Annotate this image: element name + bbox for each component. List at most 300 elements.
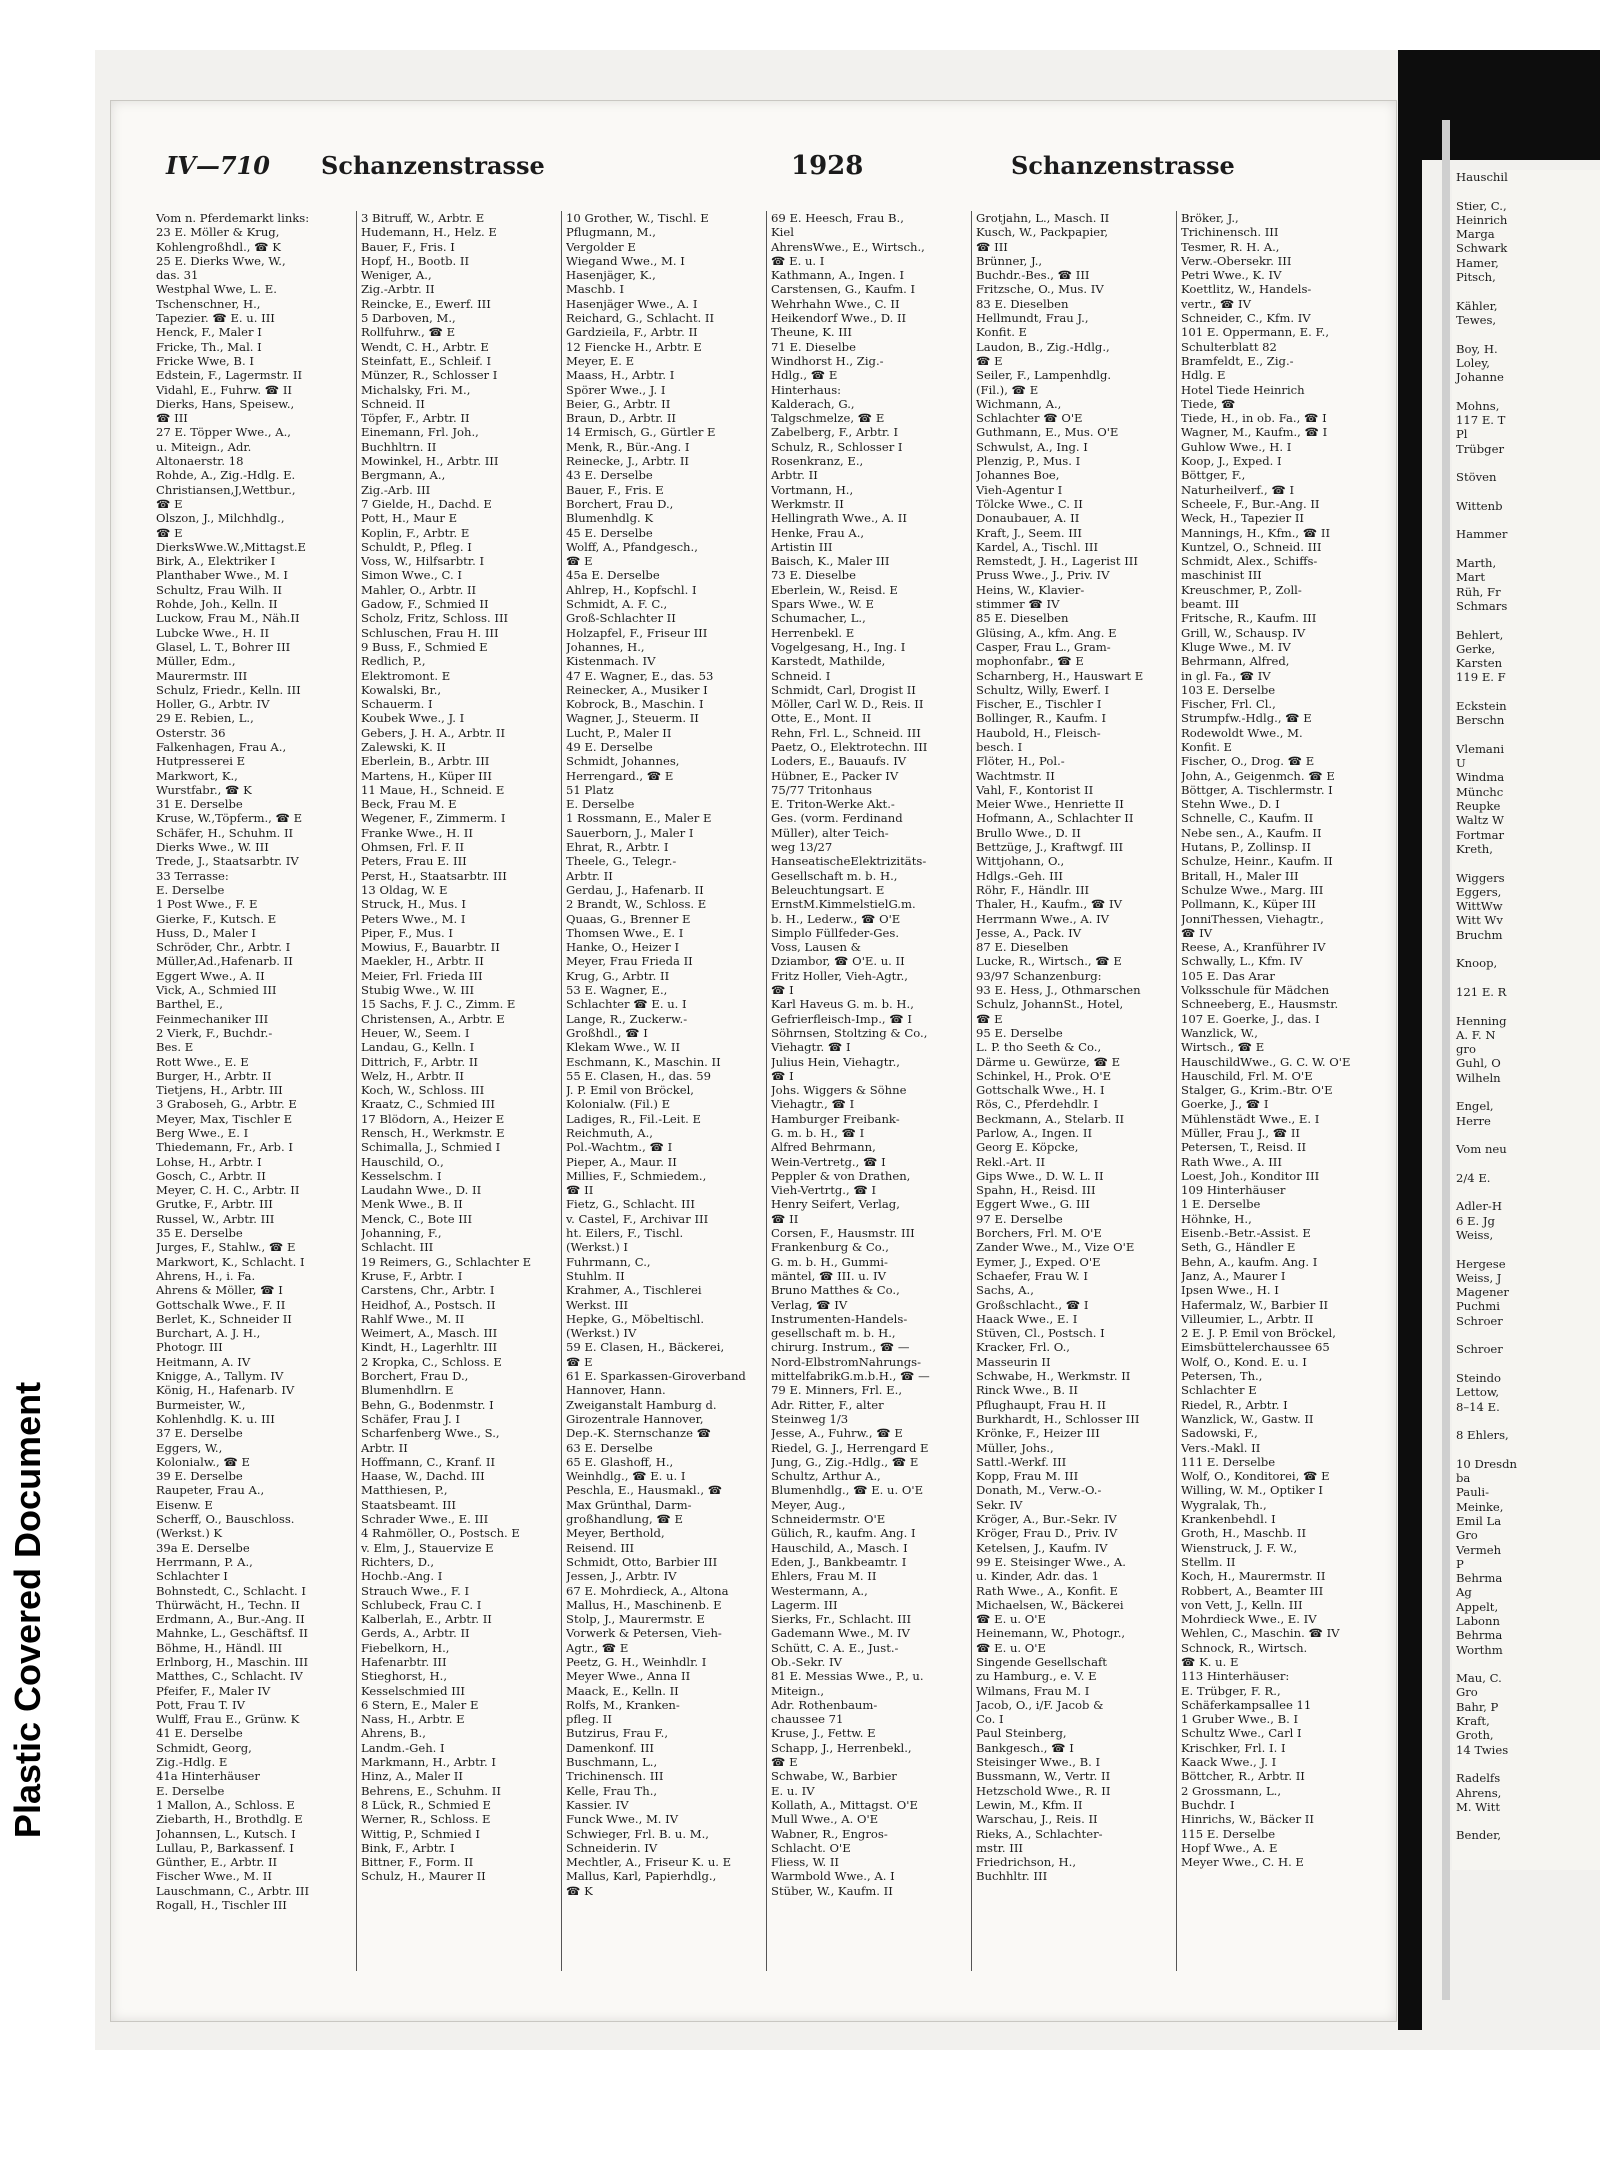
listing-entry: 37 E. Derselbe <box>156 1426 243 1441</box>
listing-column-2 <box>361 211 558 1981</box>
listing-entry: Wygralak, Th., <box>1181 1497 1267 1512</box>
listing-entry: Hasenjäger, K., <box>566 268 656 283</box>
listing-entry: Fischer, Frl. Cl., <box>1181 697 1276 712</box>
listing-entry: Fritz Holler, Vieh-Agtr., <box>771 968 908 983</box>
listing-entry: Schneid. I <box>771 668 831 683</box>
listing-entry: 41a Hinterhäuser <box>156 1769 260 1784</box>
listing-entry: ☎ E <box>976 1011 1003 1026</box>
listing-entry: Werner, R., Schloss. E <box>361 1812 491 1827</box>
listing-entry: Edstein, F., Lagermstr. II <box>156 368 303 383</box>
listing-entry: Stellm. II <box>1181 1554 1236 1569</box>
listing-entry: 35 E. Derselbe <box>156 1226 243 1241</box>
listing-entry: Reese, A., Kranführer IV <box>1181 940 1326 955</box>
listing-entry: ☎ III <box>976 239 1008 254</box>
listing-entry: Herrmann Wwe., A. IV <box>976 911 1110 926</box>
adjacent-page-entry: Gerke, <box>1456 641 1496 656</box>
adjacent-page-entry: Eckstein <box>1456 698 1507 713</box>
listing-entry: Krischker, Frl. I. I <box>1181 1740 1286 1755</box>
listing-entry: Meyer, Frau Frieda II <box>566 954 693 969</box>
listing-entry: Christensen, A., Arbtr. E <box>361 1011 505 1026</box>
adjacent-page-entry: 121 E. R <box>1456 984 1507 999</box>
listing-entry: Zabelberg, F., Arbtr. I <box>771 425 899 440</box>
listing-entry: E. Derselbe <box>156 1783 225 1798</box>
adjacent-page-entry: A. F. N <box>1456 1027 1496 1042</box>
listing-entry: Schultz, Frau Wilh. II <box>156 582 282 597</box>
listing-entry: Meyer Wwe., C. H. E <box>1181 1855 1304 1870</box>
listing-entry: Wichmann, A., <box>976 396 1062 411</box>
listing-entry: Gottschalk Wwe., F. II <box>156 1297 286 1312</box>
listing-entry: Stehn Wwe., D. I <box>1181 797 1280 812</box>
listing-entry: Schlacht. III <box>361 1240 434 1255</box>
adjacent-page-entry: Wilheln <box>1456 1070 1501 1085</box>
listing-entry: Michalsky, Fri. M., <box>361 382 471 397</box>
page-number: IV—710 <box>166 151 270 180</box>
listing-entry: Schnock, R., Wirtsch. <box>1181 1640 1308 1655</box>
listing-entry: Gadow, F., Schmied II <box>361 597 489 612</box>
adjacent-page-entry: Henning <box>1456 1013 1507 1028</box>
listing-entry: Meier, Frl. Frieda III <box>361 968 483 983</box>
listing-entry: Raupeter, Frau A., <box>156 1483 265 1498</box>
listing-entry: Heuer, W., Seem. I <box>361 1025 470 1040</box>
listing-entry: Johannes Boe, <box>976 468 1060 483</box>
listing-entry: Wittjohann, O., <box>976 854 1065 869</box>
listing-entry: Holzapfel, F., Friseur III <box>566 625 708 640</box>
listing-entry: Max Grünthal, Darm- <box>566 1497 692 1512</box>
listing-entry: Schlachter ☎ O'E <box>976 411 1083 426</box>
listing-entry: Herrmann, P. A., <box>156 1554 253 1569</box>
listing-entry: Jacob, O., i/F. Jacob & <box>976 1697 1104 1712</box>
listing-entry: Koch, H., Maurermstr. II <box>1181 1569 1326 1584</box>
listing-entry: Rath Wwe., A. III <box>1181 1154 1282 1169</box>
listing-entry: Viehagtr. ☎ I <box>771 1040 851 1055</box>
listing-entry: Töpfer, F., Arbtr. II <box>361 411 470 426</box>
listing-entry: Rogall, H., Tischler III <box>156 1898 287 1913</box>
adjacent-page-entry: Schroer <box>1456 1342 1503 1357</box>
listing-entry: Hoffmann, C., Kranf. II <box>361 1454 496 1469</box>
listing-entry: ☎ E <box>156 496 183 511</box>
listing-entry: Erdmann, A., Bur.-Ang. II <box>156 1612 305 1627</box>
listing-entry: Schneiderin. IV <box>566 1840 658 1855</box>
listing-entry: Schulz, H., Maurer II <box>361 1869 486 1884</box>
listing-entry: Talgschmelze, ☎ E <box>771 411 885 426</box>
listing-entry: Wanzlick, W., Gastw. II <box>1181 1411 1314 1426</box>
listing-entry: Karl Haveus G. m. b. H., <box>771 997 914 1012</box>
listing-entry: Butzirus, Frau F., <box>566 1726 669 1741</box>
listing-entry: Scharnberg, H., Hauswart E <box>976 668 1144 683</box>
listing-entry: 41 E. Derselbe <box>156 1726 243 1741</box>
listing-entry: Kobrock, B., Maschin. I <box>566 697 704 712</box>
listing-entry: Markmann, H., Arbtr. I <box>361 1755 496 1770</box>
listing-entry: Rensch, H., Werkmstr. E <box>361 1126 505 1140</box>
listing-entry: Gesellschaft m. b. H., <box>771 868 898 883</box>
adjacent-page-entry <box>1452 1814 1600 1828</box>
listing-entry: Ob.-Sekr. IV <box>771 1654 842 1669</box>
listing-entry: Kröger, A., Bur.-Sekr. IV <box>976 1512 1117 1527</box>
adjacent-page-entry <box>1452 1657 1600 1671</box>
listing-entry: Schäfer, H., Schuhm. II <box>156 825 294 840</box>
listing-entry: Hepke, G., Möbeltischl. <box>566 1311 705 1326</box>
listing-entry: stimmer ☎ IV <box>976 597 1060 612</box>
listing-entry: Peppler & von Drathen, <box>771 1168 911 1183</box>
listing-entry: Hdlg. E <box>1181 368 1226 383</box>
listing-entry: Rohde, Joh., Kelln. II <box>156 597 278 612</box>
adjacent-page-entry <box>1452 971 1600 985</box>
listing-entry: Borchert, Frau D., <box>361 1369 469 1384</box>
listing-entry: Hafenarbtr. III <box>361 1654 447 1669</box>
listing-entry: Kruse, F., Arbtr. I <box>361 1268 463 1283</box>
listing-entry: E. Derselbe <box>156 882 225 897</box>
adjacent-page-entry <box>1452 456 1600 470</box>
listing-entry: Rös, C., Pferdehdlr. I <box>976 1097 1099 1112</box>
listing-entry: Schrader Wwe., E. III <box>361 1512 489 1527</box>
listing-entry: 85 E. Dieselben <box>976 611 1069 626</box>
listing-entry: Maekler, H., Arbtr. II <box>361 954 484 969</box>
listing-entry: chirurg. Instrum., ☎ — <box>771 1340 910 1355</box>
listing-entry: Meier Wwe., Henriette II <box>976 797 1124 812</box>
listing-entry: beamt. III <box>1181 597 1239 612</box>
listing-entry: gesellschaft m. b. H., <box>771 1326 896 1341</box>
listing-entry: Glasel, L. T., Bohrer III <box>156 639 291 654</box>
listing-entry: Rosenkranz, E., <box>771 454 864 469</box>
adjacent-page-entry <box>1452 1357 1600 1371</box>
listing-entry: Bussmann, W., Vertr. II <box>976 1769 1111 1784</box>
listing-entry: Sierks, Fr., Schlacht. III <box>771 1612 912 1627</box>
listing-entry: Redlich, P., <box>361 654 426 669</box>
listing-entry: 1 Gruber Wwe., B. I <box>1181 1712 1299 1727</box>
listing-entry: Söhrnsen, Stoltzing & Co., <box>771 1025 928 1040</box>
listing-entry: ☎ E <box>566 1354 593 1369</box>
listing-entry: Tiede, ☎ <box>1181 396 1236 411</box>
listing-entry: Elektromont. E <box>361 668 451 683</box>
listing-entry: Kiel <box>771 225 794 240</box>
listing-entry: Barthel, E., <box>156 997 223 1012</box>
listing-entry: chaussee 71 <box>771 1712 844 1727</box>
listing-entry: Schmidt, Georg, <box>156 1740 252 1755</box>
adjacent-page-entry: Witt Wv <box>1456 913 1503 928</box>
listing-entry: Kollath, A., Mittagst. O'E <box>771 1797 918 1812</box>
listing-entry: Buschmann, L., <box>566 1755 658 1770</box>
adjacent-page-entry: Ahrens, <box>1456 1785 1502 1800</box>
adjacent-page-entry: Gro <box>1456 1528 1478 1543</box>
listing-entry: Rahlf Wwe., M. II <box>361 1311 465 1326</box>
adjacent-page-entry: Vlemani <box>1456 741 1505 756</box>
listing-entry: Verlag, ☎ IV <box>771 1297 848 1312</box>
listing-entry: 27 E. Töpper Wwe., A., <box>156 425 291 440</box>
listing-entry: Grutke, F., Arbtr. III <box>156 1197 273 1212</box>
listing-entry: Artistin III <box>771 539 833 554</box>
listing-entry: Staatsbeamt. III <box>361 1497 456 1512</box>
adjacent-page-entry: Windma <box>1456 770 1505 785</box>
listing-entry: Jessen, J., Arbtr. IV <box>566 1569 677 1584</box>
listing-entry: ☎ IV <box>1181 925 1213 940</box>
adjacent-page-entry <box>1452 1185 1600 1199</box>
listing-entry: Eggert Wwe., A. II <box>156 968 265 983</box>
listing-entry: E. Derselbe <box>566 797 635 812</box>
listing-entry: Konfit. E <box>976 325 1028 340</box>
listing-entry: Gierke, F., Kutsch. E <box>156 911 277 926</box>
adjacent-page-entry: 2/4 E. <box>1456 1170 1491 1185</box>
listing-entry: Hübner, E., Packer IV <box>771 768 899 783</box>
listing-entry: Schapp, J., Herrenbekl., <box>771 1740 912 1755</box>
listing-entry: Müller, Johs., <box>976 1440 1054 1455</box>
listing-entry: Schwally, L., Kfm. IV <box>1181 954 1303 969</box>
adjacent-page-entry: Reupke <box>1456 799 1501 814</box>
listing-entry: Volksschule für Mädchen <box>1181 983 1330 998</box>
listing-entry: 6 Stern, E., Maler E <box>361 1697 479 1712</box>
listing-entry: Borchert, Frau D., <box>566 496 674 511</box>
listing-entry: Steinfatt, E., Schleif. I <box>361 353 492 368</box>
listing-entry: Zig.-Hdlg. E <box>156 1755 228 1770</box>
adjacent-page-entry: Kraft, <box>1456 1714 1490 1729</box>
listing-entry: Reichard, G., Schlacht. II <box>566 311 715 326</box>
listing-entry: das. 31 <box>156 268 199 283</box>
listing-entry: Hotel Tiede Heinrich <box>1181 382 1305 397</box>
adjacent-page-entry: Heinrich <box>1456 212 1508 227</box>
listing-entry: Bruno Matthes & Co., <box>771 1283 900 1298</box>
listing-entry: Nass, H., Arbtr. E <box>361 1712 465 1727</box>
listing-entry: Vers.-Makl. II <box>1181 1440 1261 1455</box>
listing-entry: Sadowski, F., <box>1181 1426 1258 1441</box>
listing-entry: Heidhof, A., Postsch. II <box>361 1297 496 1312</box>
listing-entry: Eden, J., Bankbeamtr. I <box>771 1554 907 1569</box>
listing-entry: Petersen, Th., <box>1181 1369 1263 1384</box>
listing-entry: Berlet, K., Schneider II <box>156 1311 292 1326</box>
listing-entry: Mechtler, A., Friseur K. u. E <box>566 1855 732 1870</box>
listing-entry: Weinhdlg., ☎ E. u. I <box>566 1469 686 1484</box>
listing-entry: Schneider, C., Kfm. IV <box>1181 311 1311 326</box>
listing-entry: 49 E. Derselbe <box>566 739 653 754</box>
listing-entry: Landau, G., Kelln. I <box>361 1040 475 1055</box>
listing-entry: Lucht, P., Maler II <box>566 725 672 740</box>
listing-entry: Bes. E <box>156 1040 194 1055</box>
adjacent-page-entry: Stier, C., <box>1456 198 1507 213</box>
listing-entry: Schinkel, H., Prok. O'E <box>976 1068 1112 1083</box>
listing-entry: ☎ III <box>156 411 188 426</box>
listing-entry: 19 Reimers, G., Schlachter E <box>361 1254 532 1269</box>
listing-entry: Bink, F., Arbtr. I <box>361 1840 455 1855</box>
listing-entry: Hauschild, A., Masch. I <box>771 1540 908 1555</box>
listing-entry: Peschla, E., Hausmakl., ☎ <box>566 1483 723 1498</box>
listing-entry: Lagerm. III <box>771 1597 838 1612</box>
listing-entry: Tiede, H., in ob. Fa., ☎ I <box>1181 411 1327 426</box>
listing-entry: Carstensen, G., Kaufm. I <box>771 282 916 297</box>
listing-entry: 71 E. Dieselbe <box>771 339 856 354</box>
listing-entry: Windhorst H., Zig.- <box>771 353 884 368</box>
listing-entry: Sattl.-Werkf. III <box>976 1454 1067 1469</box>
listing-entry: Stalger, G., Krim.-Btr. O'E <box>1181 1083 1333 1098</box>
listing-entry: E. Trübger, F. R., <box>1181 1683 1281 1698</box>
listing-entry: J. P. Emil von Bröckel, <box>566 1083 694 1098</box>
listing-entry: Bröker, J., <box>1181 211 1239 225</box>
listing-entry: Eggers, W., <box>156 1440 223 1455</box>
listing-entry: ☎ E <box>156 525 183 540</box>
adjacent-page-entry <box>1452 1442 1600 1456</box>
listing-entry: Loders, E., Bauaufs. IV <box>771 754 907 769</box>
listing-entry: Altonaerstr. 18 <box>156 454 244 469</box>
listing-entry: Rieks, A., Schlachter- <box>976 1826 1103 1841</box>
listing-entry: 45a E. Derselbe <box>566 568 660 583</box>
directory-page <box>110 100 1397 2022</box>
adjacent-page-entry: Bender, <box>1456 1828 1502 1843</box>
listing-entry: Haubold, H., Fleisch- <box>976 725 1101 740</box>
listing-entry: HanseatischeElektrizitäts- <box>771 854 927 869</box>
listing-entry: Martens, H., Küper III <box>361 768 492 783</box>
listing-entry: Menk, R., Bür.-Ang. I <box>566 439 690 454</box>
listing-entry: Böttger, F., <box>1181 468 1246 483</box>
adjacent-page-entry: Weiss, J <box>1456 1270 1502 1285</box>
listing-entry: Lohse, H., Arbtr. I <box>156 1154 262 1169</box>
listing-entry: Ehrat, R., Arbtr. I <box>566 840 669 855</box>
listing-entry: Wolff, A., Pfandgesch., <box>566 539 698 554</box>
listing-entry: Pfeifer, F., Maler IV <box>156 1683 271 1698</box>
listing-entry: Theele, G., Telegr.- <box>566 854 677 869</box>
listing-entry: 15 Sachs, F. J. C., Zimm. E <box>361 997 516 1012</box>
listing-entry: Instrumenten-Handels- <box>771 1311 908 1326</box>
listing-entry: Wolf, O., Konditorei, ☎ E <box>1181 1469 1330 1484</box>
listing-entry: Frankenburg & Co., <box>771 1240 889 1255</box>
listing-entry: Wagner, J., Steuerm. II <box>566 711 699 726</box>
adjacent-page-entry: Behrma <box>1456 1628 1503 1643</box>
listing-entry: Rodewoldt Wwe., M. <box>1181 725 1303 740</box>
listing-entry: Richters, D., <box>361 1554 435 1569</box>
adjacent-page-entry <box>1452 542 1600 556</box>
adjacent-page-entry: Emil La <box>1456 1513 1502 1528</box>
listing-entry: Wirtsch., ☎ E <box>1181 1040 1265 1055</box>
listing-entry: Wegener, F., Zimmerm. I <box>361 811 506 826</box>
listing-entry: Johannes, H., <box>566 639 645 654</box>
listing-entry: Blumenhdlrn. E <box>361 1383 454 1398</box>
listing-entry: Spahn, H., Reisd. III <box>976 1183 1096 1198</box>
listing-entry: Tapezier. ☎ E. u. III <box>156 311 275 326</box>
listing-entry: Seiler, F., Lampenhdlg. <box>976 368 1112 383</box>
listing-entry: DierksWwe.W.,Mittagst.E <box>156 539 307 554</box>
listing-entry: 14 Ermisch, G., Gürtler E <box>566 425 716 440</box>
listing-entry: Vogelgesang, H., Ing. I <box>771 639 906 654</box>
adjacent-page-fragment <box>1452 170 1600 1870</box>
listing-entry: Olszon, J., Milchhdlg., <box>156 511 285 526</box>
listing-entry: Robbert, A., Beamter III <box>1181 1583 1324 1598</box>
listing-entry: Vom n. Pferdemarkt links: <box>156 211 310 225</box>
listing-entry: ☎ E <box>771 1755 798 1770</box>
adjacent-page-entry <box>1452 1156 1600 1170</box>
listing-entry: Schröder, Chr., Arbtr. I <box>156 940 291 955</box>
listing-entry: Russel, W., Arbtr. III <box>156 1211 275 1226</box>
listing-entry: mittelfabrikG.m.b.H., ☎ — <box>771 1369 930 1384</box>
listing-entry: Meyer, Berthold, <box>566 1526 665 1541</box>
adjacent-page-entry: Hergese <box>1456 1256 1506 1271</box>
listing-entry: Rohde, A., Zig.-Hdlg. E. <box>156 468 296 483</box>
listing-entry: Beck, Frau M. E <box>361 797 457 812</box>
listing-entry: Westermann, A., <box>771 1583 868 1598</box>
listing-entry: Goerke, J., ☎ I <box>1181 1097 1269 1112</box>
listing-entry: Perst, H., Staatsarbtr. III <box>361 868 507 883</box>
listing-entry: Ges. (vorm. Ferdinand <box>771 811 903 826</box>
listing-entry: Holler, G., Arbtr. IV <box>156 697 270 712</box>
listing-entry: ☎ I <box>771 983 794 998</box>
listing-entry: Kalberlah, E., Arbtr. II <box>361 1612 492 1627</box>
listing-entry: Grotjahn, L., Masch. II <box>976 211 1110 225</box>
listing-entry: Kolonialw. (Fil.) E <box>566 1097 671 1112</box>
adjacent-page-entry: Pauli- <box>1456 1485 1489 1500</box>
listing-entry: Gosch, C., Arbtr. II <box>156 1168 266 1183</box>
listing-entry: Friedrichson, H., <box>976 1855 1077 1870</box>
listing-entry: Kindt, H., Lagerhltr. III <box>361 1340 498 1355</box>
listing-entry: Weniger, A., <box>361 268 432 283</box>
listing-entry: Schultz, Arthur A., <box>771 1469 881 1484</box>
listing-entry: Photogr. III <box>156 1340 223 1355</box>
listing-entry: Hinrichs, W., Bäcker II <box>1181 1812 1314 1827</box>
listing-entry: Bauer, F., Fris. E <box>566 482 664 497</box>
listing-entry: Schulz, Friedr., Kelln. III <box>156 682 301 697</box>
listing-entry: Bittner, F., Form. II <box>361 1855 474 1870</box>
listing-entry: Falkenhagen, Frau A., <box>156 739 287 754</box>
listing-entry: 59 E. Clasen, H., Bäckerei, <box>566 1340 725 1355</box>
listing-entry: 10 Grother, W., Tischl. E <box>566 211 709 225</box>
listing-entry: Arbtr. II <box>771 468 818 483</box>
listing-entry: Alfred Behrmann, <box>771 1140 876 1155</box>
listing-entry: John, A., Geigenmch. ☎ E <box>1181 768 1335 783</box>
adjacent-page-entry: Mau, C. <box>1456 1671 1502 1686</box>
adjacent-page-entry: Bruchm <box>1456 927 1503 942</box>
listing-entry: Sauerborn, J., Maler I <box>566 825 694 840</box>
listing-entry: Schaefer, Frau W. I <box>976 1268 1088 1283</box>
adjacent-page-entry: Vermeh <box>1456 1542 1502 1557</box>
listing-entry: Menk Wwe., B. II <box>361 1197 463 1212</box>
listing-entry: Maschb. I <box>566 282 625 297</box>
listing-entry: Kuntzel, O., Schneid. III <box>1181 539 1322 554</box>
adjacent-page-entry: Schwark <box>1456 241 1508 256</box>
listing-entry: Plenzig, P., Mus. I <box>976 454 1081 469</box>
listing-entry: Hdlgs.-Geh. III <box>976 868 1063 883</box>
listing-entry: Kröger, Frau D., Priv. IV <box>976 1526 1118 1541</box>
listing-entry: Masseurin II <box>976 1354 1051 1369</box>
listing-entry: Kardel, A., Tischl. III <box>976 539 1099 554</box>
listing-entry: Tölcke Wwe., C. II <box>976 496 1083 511</box>
listing-entry: 61 E. Sparkassen-Giroverband <box>566 1369 746 1384</box>
listing-entry: 97 E. Derselbe <box>976 1211 1063 1226</box>
listing-entry: Mannings, H., Kfm., ☎ II <box>1181 525 1331 540</box>
listing-entry: Schwabe, H., Werkmstr. II <box>976 1369 1131 1384</box>
adjacent-page-entry <box>1452 1414 1600 1428</box>
listing-entry: Nebe sen., A., Kaufm. II <box>1181 825 1322 840</box>
listing-entry: Därme u. Gewürze, ☎ E <box>976 1054 1121 1069</box>
listing-entry: Vorwerk & Petersen, Vieh- <box>566 1626 722 1641</box>
listing-entry: Herrenbekl. E <box>771 625 855 640</box>
listing-entry: Kesselschm. I <box>361 1168 442 1183</box>
listing-entry: Lewin, M., Kfm. II <box>976 1797 1083 1812</box>
listing-entry: zu Hamburg., e. V. E <box>976 1669 1097 1684</box>
listing-entry: 73 E. Dieselbe <box>771 568 856 583</box>
listing-entry: Baisch, K., Maler III <box>771 554 890 569</box>
listing-entry: Ahrens, H., i. Fa. <box>156 1268 256 1283</box>
listing-entry: Kraatz, C., Schmied III <box>361 1097 495 1112</box>
listing-entry: Brullo Wwe., D. II <box>976 825 1081 840</box>
listing-entry: Stolp, J., Maurermstr. E <box>566 1612 705 1627</box>
listing-entry: 39 E. Derselbe <box>156 1469 243 1484</box>
listing-column-3 <box>566 211 763 1981</box>
adjacent-page-entry: Karsten <box>1456 656 1503 671</box>
adjacent-page-entry: Stöven <box>1456 470 1497 485</box>
listing-entry: Schwabe, W., Barbier <box>771 1769 897 1784</box>
listing-entry: Naturheilverf., ☎ I <box>1181 482 1295 497</box>
listing-entry: Rekl.-Art. II <box>976 1154 1046 1169</box>
listing-entry: Müller, Edm., <box>156 654 236 669</box>
listing-entry: L. P. tho Seeth & Co., <box>976 1040 1102 1055</box>
listing-entry: Seth, G., Händler E <box>1181 1240 1296 1255</box>
listing-entry: Wabner, R., Engros- <box>771 1826 888 1841</box>
listing-entry: Zig.-Arb. III <box>361 482 431 497</box>
listing-entry: 39a E. Derselbe <box>156 1540 250 1555</box>
